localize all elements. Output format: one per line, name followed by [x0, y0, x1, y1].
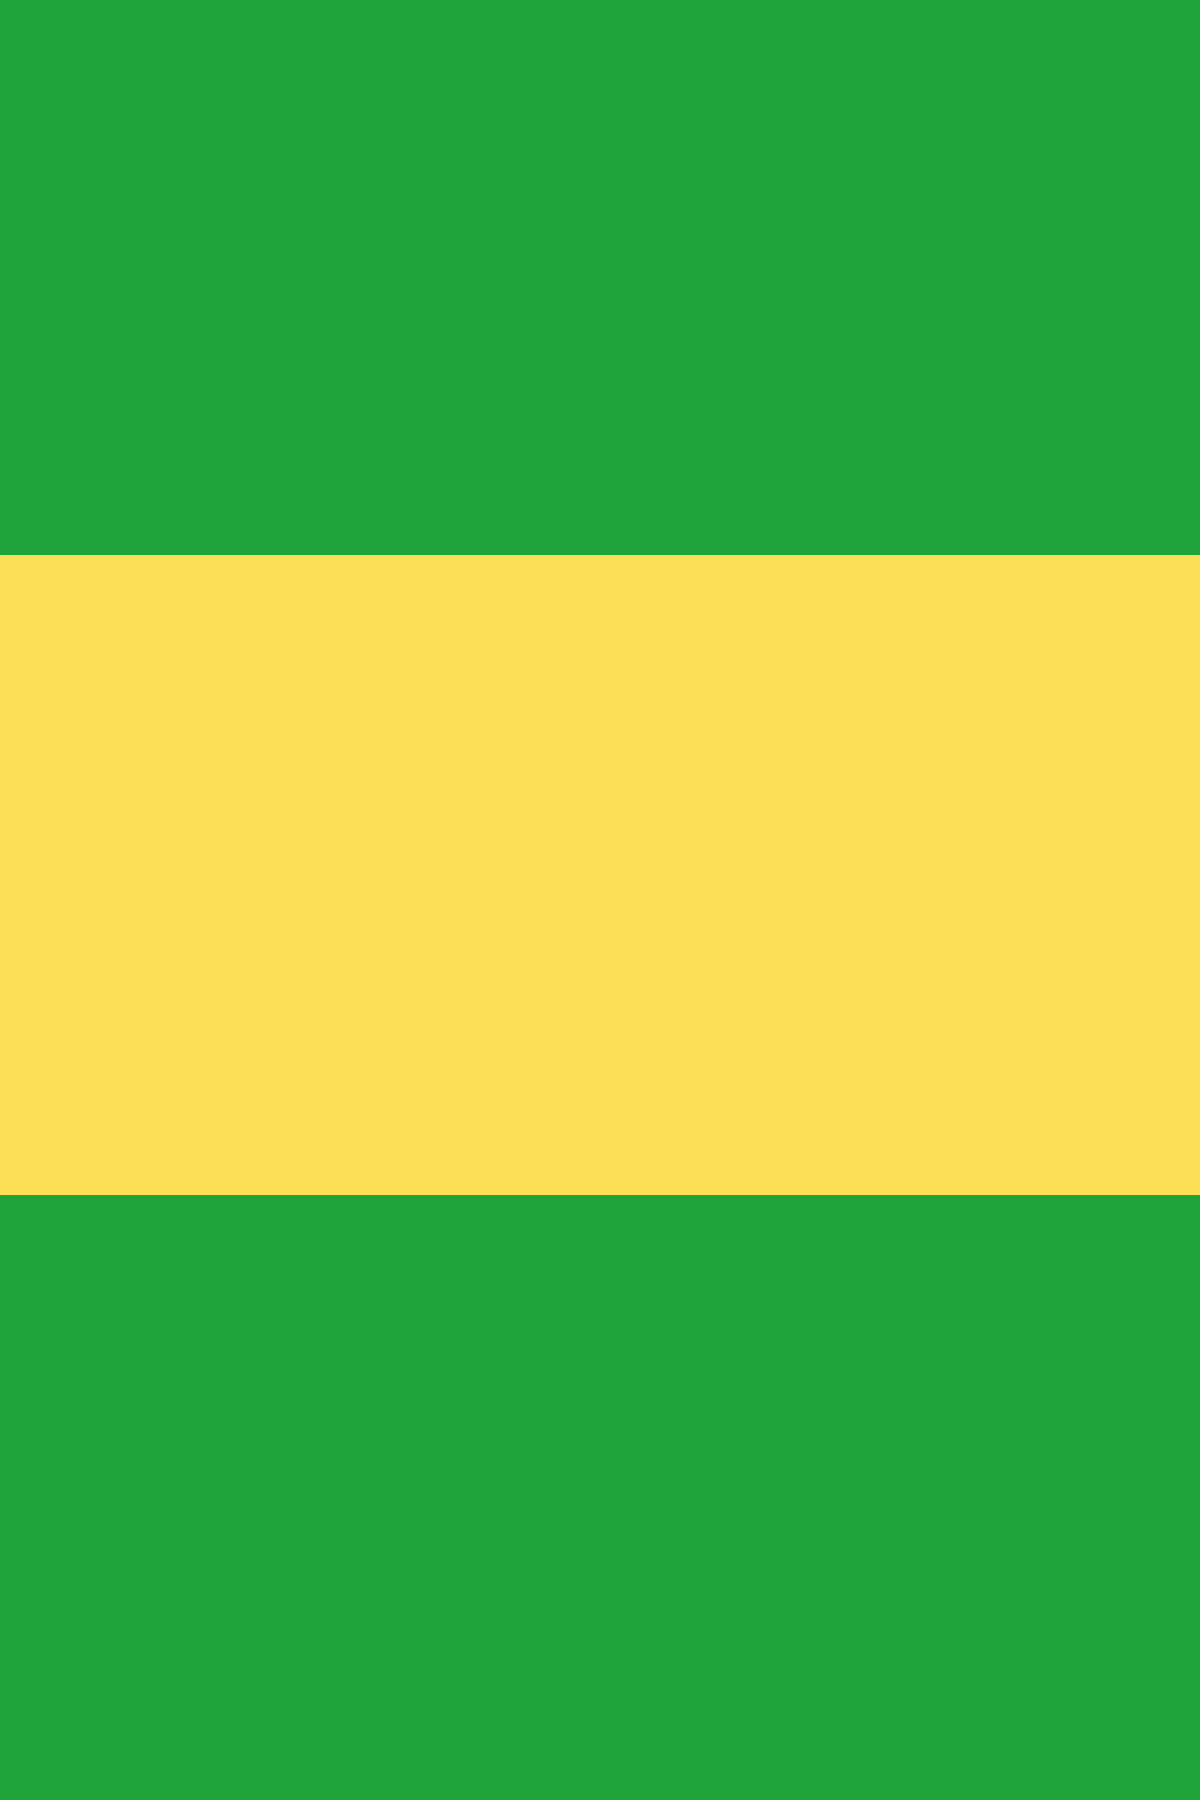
page-title — [0, 613, 1200, 665]
craft-table-illustration — [925, 1490, 1200, 1800]
volunteer-group-photo — [0, 10, 1200, 580]
trio-photo — [360, 1190, 700, 1455]
band-performance-photo — [0, 1460, 800, 1800]
craft-table-photo — [925, 1490, 1200, 1800]
choir-photo — [0, 1200, 395, 1500]
trio-illustration — [360, 1190, 700, 1455]
volunteer-group-illustration — [0, 10, 1200, 580]
band-performance-illustration — [0, 1460, 800, 1800]
tulip-giveaway-photo — [745, 1330, 1195, 1510]
tulip-giveaway-illustration — [745, 1330, 1195, 1510]
choir-illustration — [0, 1200, 395, 1500]
